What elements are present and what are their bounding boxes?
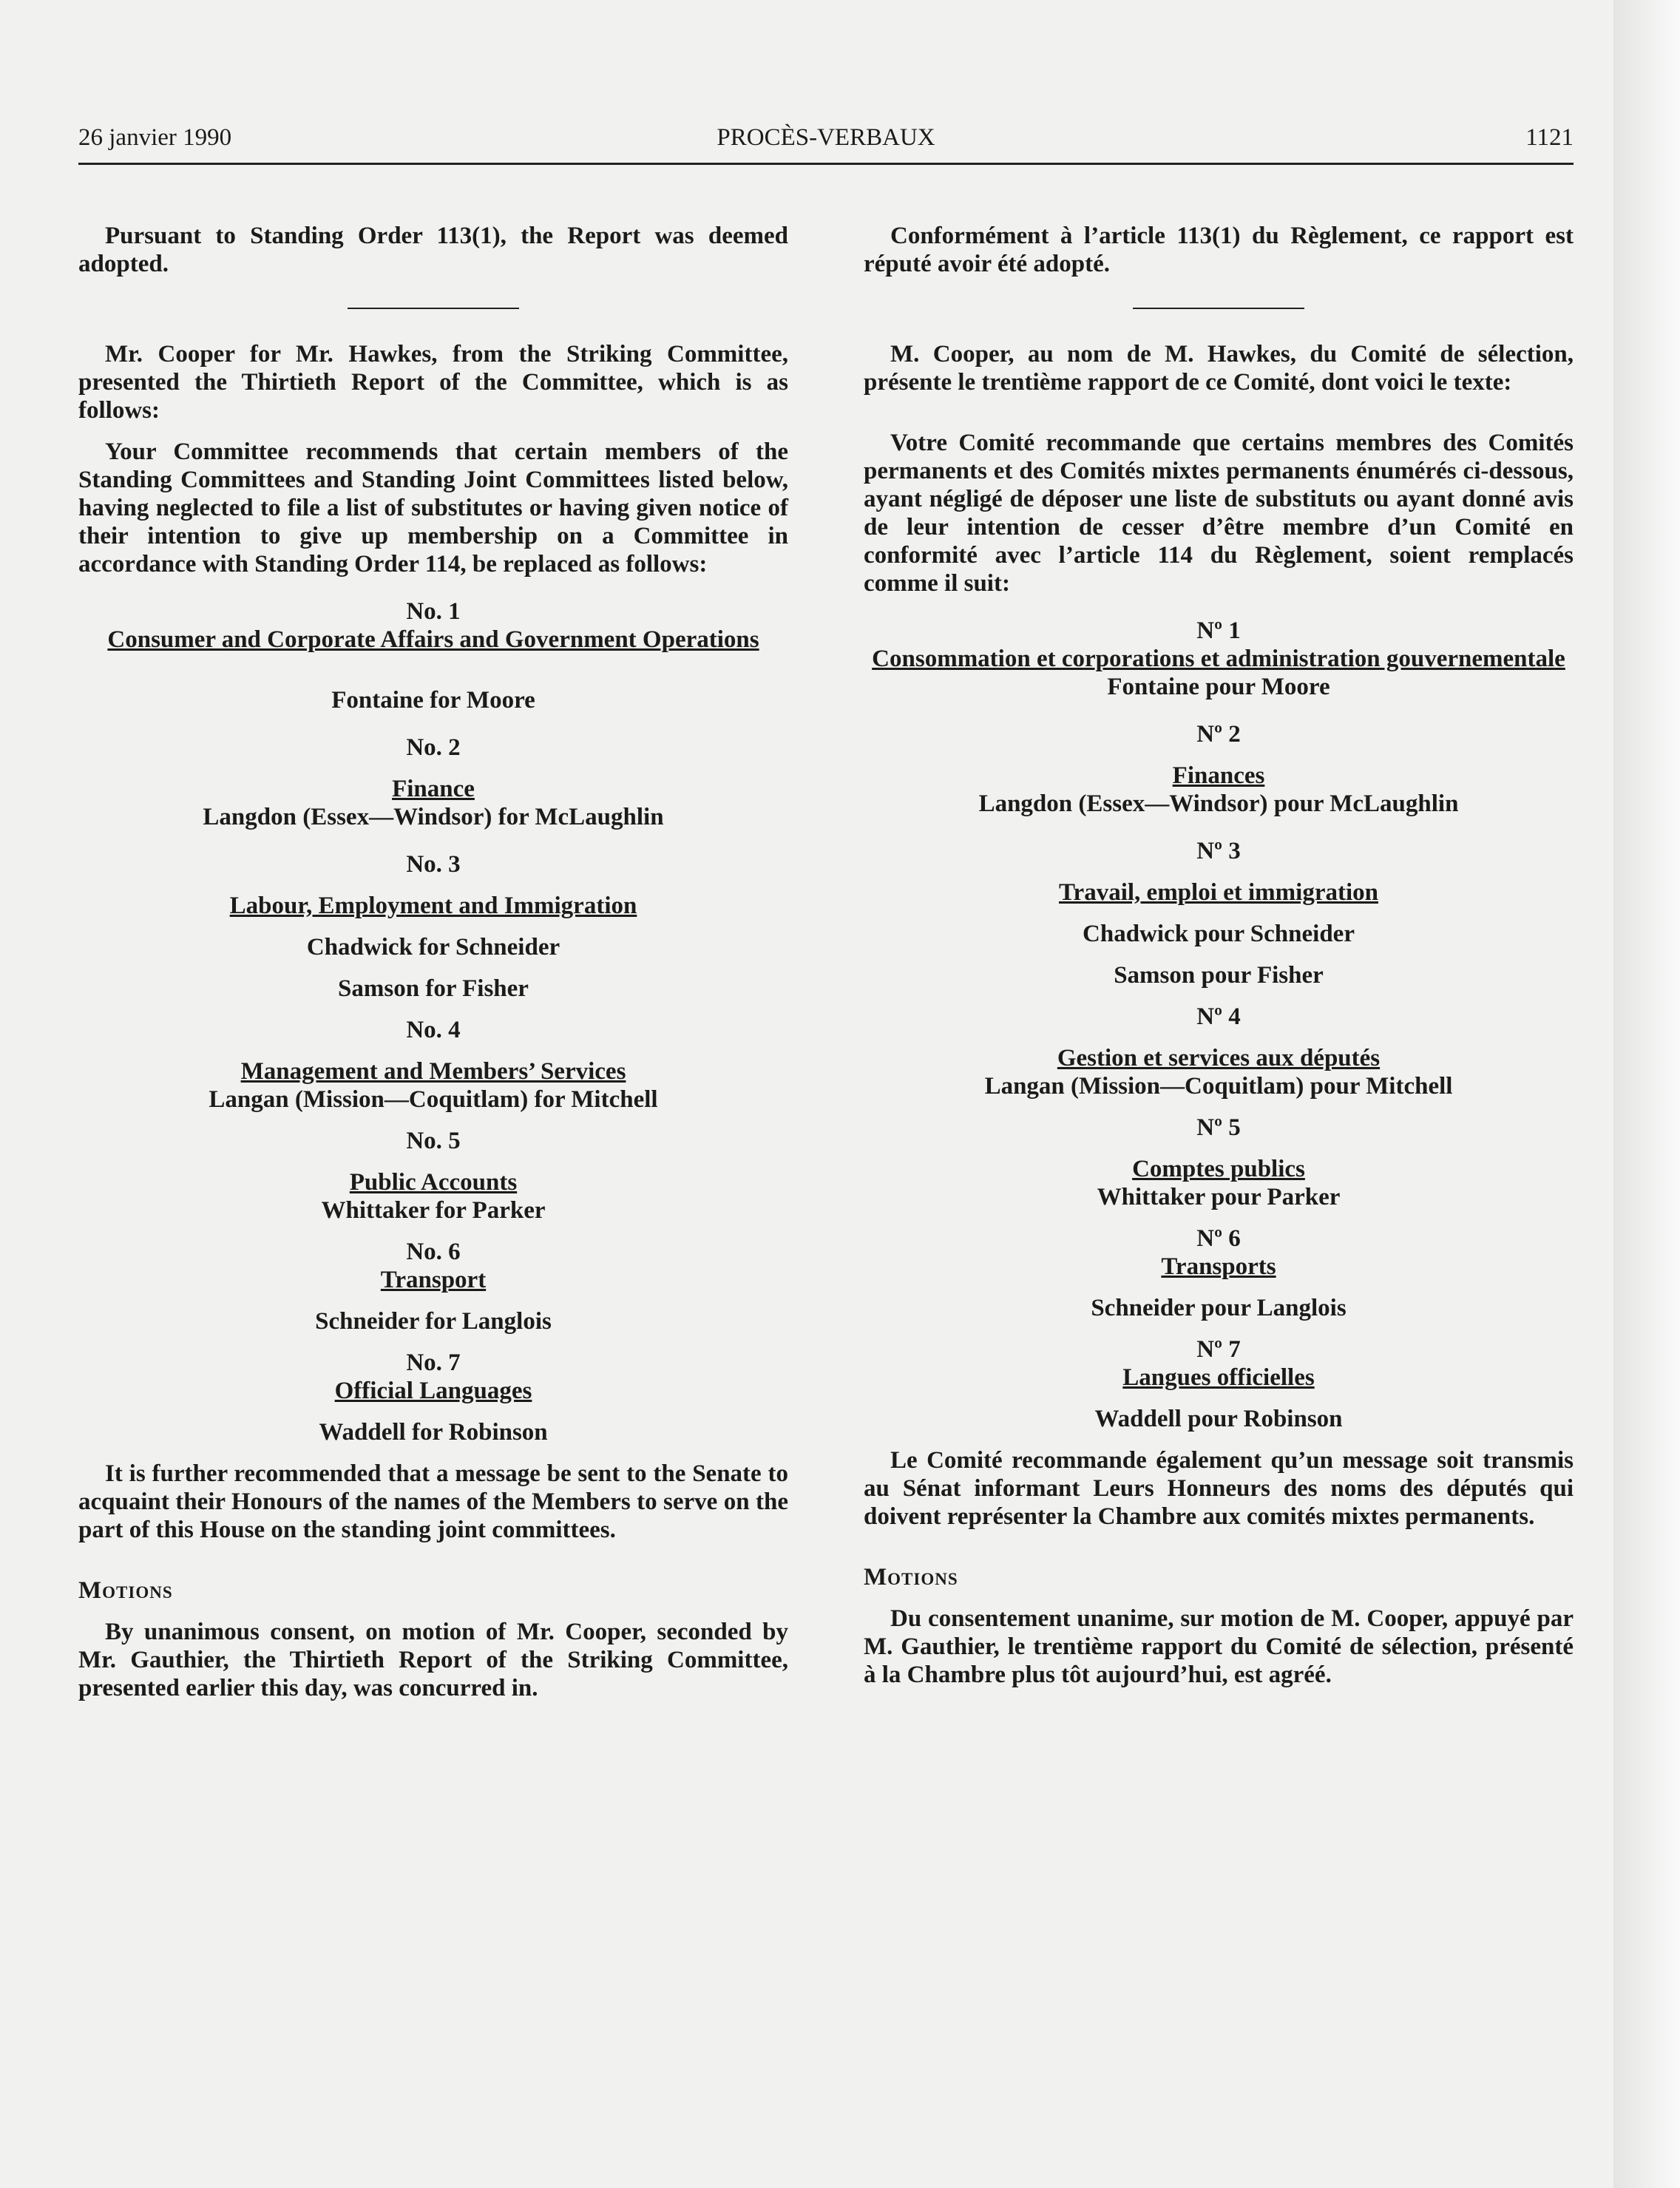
substitution: Samson for Fisher — [338, 975, 529, 1002]
motions-heading: Motions — [78, 1577, 173, 1604]
section-divider — [1133, 308, 1304, 309]
item-number: No. 7 — [406, 1349, 461, 1376]
substitution: Chadwick for Schneider — [306, 934, 560, 961]
english-column — [78, 222, 788, 1702]
committee-name: Labour, Employment and Immigration — [229, 893, 637, 919]
substitution: Langan (Mission—Coquitlam) pour Mitchell — [984, 1073, 1453, 1100]
committee-name: Official Languages — [334, 1378, 532, 1404]
item-number: No. 3 — [406, 851, 461, 878]
french-column — [864, 222, 1574, 1689]
page-edge — [1613, 0, 1680, 2188]
paragraph-striking-committee: M. Cooper, au nom de M. Hawkes, du Comité de sélection, présente le trentième rapport de ce Comité, dont voici le texte: — [864, 341, 1574, 396]
paragraph-recommendation: Your Committee recommends that certain members of the Standing Committees and Standing Joint Committees listed below, having neglected to file a list of substitutes or having given notice of their intention to give up membership on a Committee in accordance with Standing Order 114, be replaced as follows: — [78, 438, 788, 578]
item-number: Nº 1 — [1196, 617, 1241, 644]
committee-name: Consumer and Corporate Affairs and Government Operations — [107, 626, 759, 653]
paragraph-motion-concurred: Du consentement unanime, sur motion de M. Cooper, appuyé par M. Gauthier, le trentième rapport du Comité de sélection, présenté à la Chambre plus tôt aujourd’hui, est agréé. — [864, 1605, 1574, 1688]
committee-name: Transport — [380, 1267, 487, 1293]
paragraph-message-to-senate: It is further recommended that a message be sent to the Senate to acquaint their Honours of the names of the Members to serve on the part of this House on the standing joint committees. — [78, 1460, 788, 1543]
substitution: Langdon (Essex—Windsor) pour McLaughlin — [978, 790, 1459, 817]
item-number: Nº 6 — [1196, 1225, 1241, 1252]
item-number: No. 5 — [406, 1128, 461, 1154]
item-number: No. 1 — [406, 598, 461, 625]
section-divider — [348, 308, 519, 309]
page-header — [78, 120, 1574, 165]
item-number: No. 6 — [406, 1239, 461, 1265]
paragraph-recommendation: Votre Comité recommande que certains membres des Comités permanents et des Comités mixtes permanents énumérés ci-dessous, ayant négligé de déposer une liste de substituts ou ayant donné avis de leur intention de cesser d’être membre d’un Comité en conformité avec l’article 114 du Règlement, soient remplacés comme il suit: — [864, 430, 1574, 597]
committee-name: Comptes publics — [1132, 1156, 1305, 1182]
item-number: Nº 3 — [1196, 838, 1241, 864]
item-number: Nº 4 — [1196, 1003, 1241, 1030]
paragraph-report-deemed-adopted: Conformément à l’article 113(1) du Règlement, ce rapport est réputé avoir été adopté. — [864, 223, 1574, 277]
substitution: Samson pour Fisher — [1114, 962, 1324, 989]
substitution: Waddell for Robinson — [319, 1419, 548, 1446]
paragraph-message-to-senate: Le Comité recommande également qu’un message soit transmis au Sénat informant Leurs Honneurs des noms des députés qui doivent représenter la Chambre aux comités mixtes permanents. — [864, 1447, 1574, 1530]
substitution: Fontaine pour Moore — [1107, 674, 1330, 700]
header-title: PROCÈS-VERBAUX — [717, 124, 935, 151]
paragraph-motion-concurred: By unanimous consent, on motion of Mr. Cooper, seconded by Mr. Gauthier, the Thirtieth Report of the Striking Committee, presented earlier this day, was concurred in. — [78, 1619, 788, 1701]
substitution: Fontaine for Moore — [331, 687, 535, 714]
committee-name: Transports — [1161, 1253, 1276, 1280]
substitution: Whittaker for Parker — [321, 1197, 546, 1224]
item-number: No. 4 — [406, 1017, 461, 1043]
committee-name: Consommation et corporations et administration gouvernementale — [872, 646, 1565, 672]
item-number: Nº 2 — [1196, 721, 1241, 748]
item-number: Nº 5 — [1196, 1114, 1241, 1141]
committee-name: Public Accounts — [349, 1169, 518, 1196]
substitution: Whittaker pour Parker — [1097, 1184, 1341, 1210]
header-date: 26 janvier 1990 — [78, 124, 232, 151]
substitution: Chadwick pour Schneider — [1083, 921, 1355, 947]
committee-name: Finance — [392, 776, 475, 802]
committee-name: Finances — [1172, 762, 1265, 789]
committee-name: Langues officielles — [1122, 1364, 1315, 1391]
motions-heading: Motions — [864, 1564, 958, 1591]
substitution: Langan (Mission—Coquitlam) for Mitchell — [209, 1086, 658, 1113]
substitution: Schneider for Langlois — [315, 1308, 552, 1335]
committee-name: Travail, emploi et immigration — [1059, 879, 1378, 906]
paragraph-striking-committee: Mr. Cooper for Mr. Hawkes, from the Striking Committee, presented the Thirtieth Report of the Committee, which is as follows: — [78, 341, 788, 424]
substitution: Waddell pour Robinson — [1094, 1406, 1343, 1432]
committee-name: Management and Members’ Services — [240, 1058, 626, 1085]
item-number: No. 2 — [406, 734, 461, 761]
substitution: Langdon (Essex—Windsor) for McLaughlin — [203, 804, 664, 830]
committee-name: Gestion et services aux députés — [1057, 1045, 1381, 1071]
page-number: 1121 — [1525, 124, 1574, 151]
paragraph-report-deemed-adopted: Pursuant to Standing Order 113(1), the Report was deemed adopted. — [78, 223, 788, 277]
substitution: Schneider pour Langlois — [1091, 1295, 1347, 1321]
item-number: Nº 7 — [1196, 1336, 1241, 1363]
